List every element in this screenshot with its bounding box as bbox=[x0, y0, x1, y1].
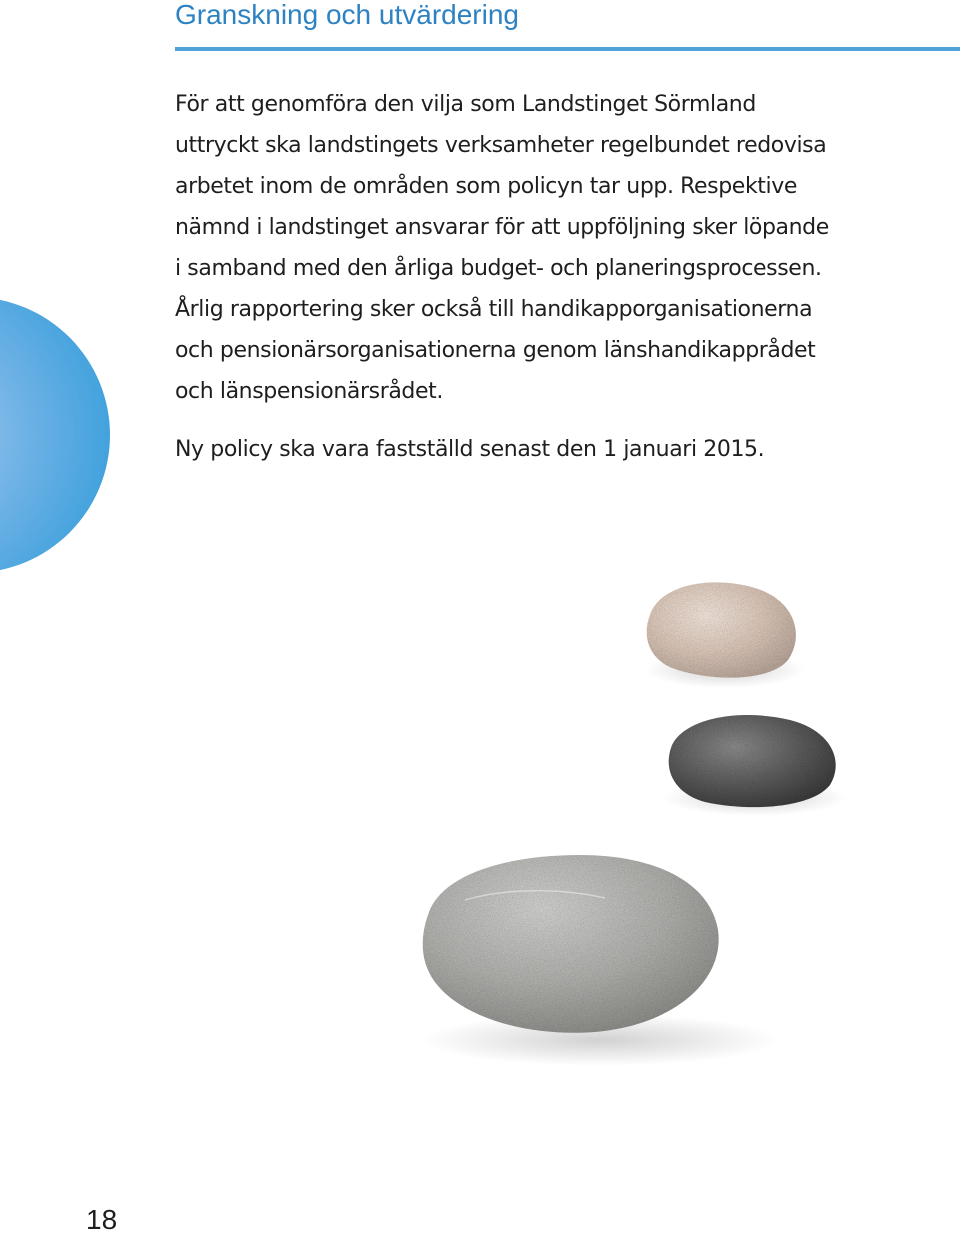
stones-illustration bbox=[410, 570, 860, 1070]
text-line: arbetet inom de områden som policyn tar upp. Respektive bbox=[175, 174, 797, 199]
dark-stone bbox=[663, 715, 847, 816]
text-line: och pensionärsorganisationerna genom länshandikapprådet bbox=[175, 338, 816, 363]
body-text bbox=[175, 84, 945, 470]
text-line: nämnd i landstinget ansvarar för att uppföljning sker löpande bbox=[175, 215, 829, 240]
page-number: 18 bbox=[86, 1204, 118, 1235]
text-line: uttryckt ska landstingets verksamheter regelbundet redovisa bbox=[175, 133, 827, 158]
paragraph-deadline: Ny policy ska vara fastställd senast den 1 januari 2015. bbox=[175, 437, 765, 462]
text-line: i samband med den årliga budget- och planeringsprocessen. bbox=[175, 256, 822, 281]
text-line: och länspensionärsrådet. bbox=[175, 379, 443, 404]
text-line: För att genomföra den vilja som Landstinget Sörmland bbox=[175, 92, 756, 117]
paragraph-review bbox=[175, 84, 945, 412]
page-title: Granskning och utvärdering bbox=[175, 0, 519, 30]
grey-stone bbox=[420, 855, 780, 1066]
beige-stone bbox=[645, 582, 805, 688]
title-divider bbox=[175, 47, 960, 51]
text-line: Årlig rapportering sker också till handikapporganisationerna bbox=[175, 297, 813, 322]
decorative-blue-semicircle bbox=[0, 297, 110, 573]
